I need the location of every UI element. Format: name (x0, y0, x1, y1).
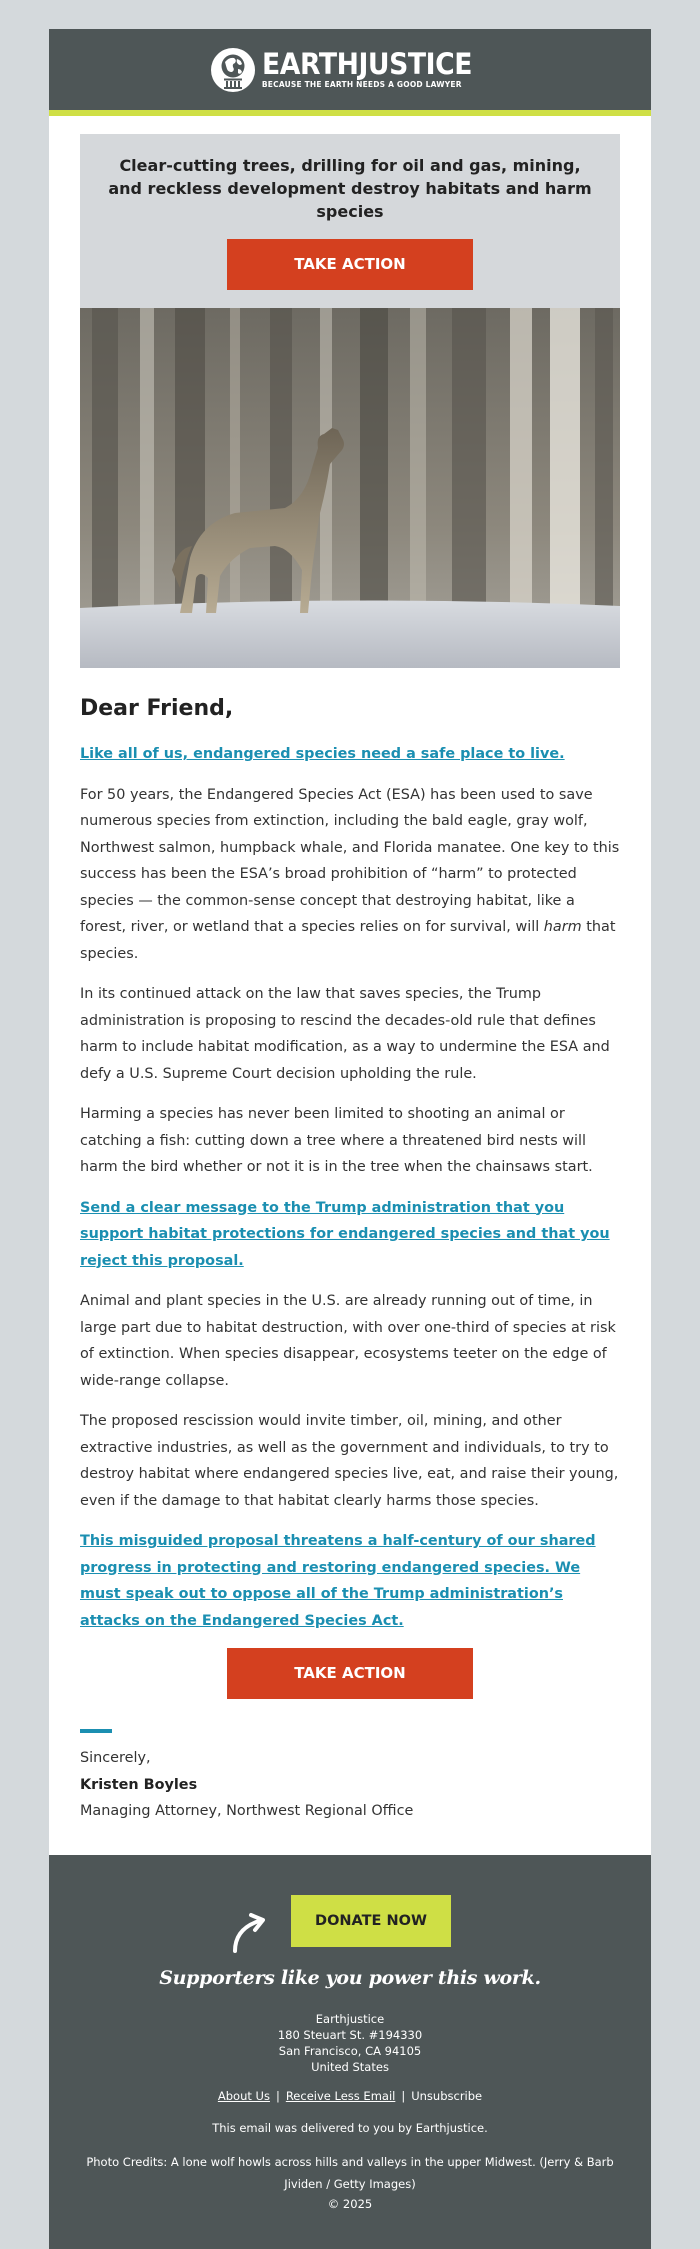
curved-arrow-icon (229, 1911, 273, 1955)
safe-place-link[interactable]: Like all of us, endangered species need a safe place to live. (80, 746, 565, 762)
paragraph-esa-history-text: For 50 years, the Endangered Species Act (ESA) has been used to save numerous species from extinction, including the bald eagle, gray wolf, Northwest salmon, humpback whale, and Florida manatee. One key to this success has been the ESA’s broad prohibition of “harm” to protected species — the common-sense concept that destroying habitat, like a forest, river, or wetland that a species relies on for survival, will (80, 786, 620, 935)
footer-org: Earthjustice (315, 2011, 385, 2026)
email-container (49, 29, 651, 2249)
paragraph-harm-definition: Harming a species has never been limited to shooting an animal or catching a fish: cutting down a tree where a threatened bird nests will harm the bird whether or not it is in the tree when the chainsaws start. (80, 1106, 593, 1175)
email-body (49, 116, 651, 1855)
footer-street: 180 Steuart St. #194330 (277, 2027, 423, 2042)
logo-wordmark (261, 47, 490, 90)
paragraph-esa-history (80, 782, 620, 968)
donate-row (69, 1895, 631, 1947)
copyright: © 2025 (327, 2196, 373, 2211)
send-message-link[interactable]: Send a clear message to the Trump administration that you support habitat protections for endangered species and that you reject this proposal. (80, 1199, 610, 1269)
footer-address (69, 2011, 631, 2075)
footer-city: San Francisco, CA 94105 (278, 2043, 422, 2058)
logo-name: EARTHJUSTICE (261, 47, 472, 82)
greeting: Dear Friend, (80, 696, 234, 721)
about-us-link[interactable]: About Us (217, 2088, 270, 2103)
unsubscribe-link[interactable]: Unsubscribe (411, 2088, 483, 2103)
photo-credits: Photo Credits: A lone wolf howls across hills and valleys in the upper Midwest. (Jerry & Barb Jividen / Getty Images) (86, 2154, 614, 2191)
paragraph-rescind-rule: In its continued attack on the law that saves species, the Trump administration is proposing to rescind the decades-old rule that defines harm to include habitat modification, as a way to undermine the ESA and defy a U.S. Supreme Court decision upholding the rule. (80, 986, 610, 1082)
paragraph-esa-history-end: that species. (80, 919, 616, 962)
paragraph-extinction-risk: Animal and plant species in the U.S. are already running out of time, in large part due to habitat destruction, with over one-third of species at risk of extinction. When species disappear, ecosystems teeter on the edge of wide-range collapse. (80, 1293, 616, 1389)
paragraph-extractive-industries: The proposed rescission would invite timber, oil, mining, and other extractive industries, as well as the government and individuals, to try to destroy habitat where endangered species live, eat, and raise their young, even if the damage to that habitat clearly harms those species. (80, 1413, 619, 1509)
delivered-notice: This email was delivered to you by Earthjustice. (212, 2120, 488, 2135)
hero-heading: Clear-cutting trees, drilling for oil and gas, mining, and reckless development destroy habitats and harm species (108, 156, 592, 221)
wolf-howling-photo (80, 308, 620, 668)
link-separator: | (275, 2088, 280, 2103)
oppose-attacks-link[interactable]: This misguided proposal threatens a half-century of our shared progress in protecting and restoring endangered species. We must speak out to oppose all of the Trump administration’s attacks on the Endangered Species Act. (80, 1533, 596, 1629)
globe-pillar-icon (210, 47, 256, 93)
supporters-tagline: Supporters like you power this work. (159, 1966, 541, 1989)
footer-links (69, 2089, 631, 2103)
footer-country: United States (311, 2059, 389, 2074)
signature-title: Managing Attorney, Northwest Regional Office (80, 1803, 414, 1819)
logo-tagline: BECAUSE THE EARTH NEEDS A GOOD LAWYER (261, 80, 462, 90)
earthjustice-logo[interactable] (210, 47, 490, 93)
signature-name: Kristen Boyles (80, 1776, 198, 1793)
take-action-button-top[interactable]: TAKE ACTION (227, 239, 473, 290)
receive-less-email-link[interactable]: Receive Less Email (285, 2088, 396, 2103)
emphasis-harm: harm (543, 919, 582, 935)
donate-now-button[interactable]: DONATE NOW (291, 1895, 451, 1947)
email-header (49, 29, 651, 116)
signature-divider (80, 1729, 112, 1733)
signature-closing: Sincerely, (80, 1750, 151, 1766)
email-footer (49, 1855, 651, 2249)
hero-banner (80, 134, 620, 308)
link-separator: | (401, 2088, 406, 2103)
take-action-button-bottom[interactable]: TAKE ACTION (227, 1648, 473, 1699)
